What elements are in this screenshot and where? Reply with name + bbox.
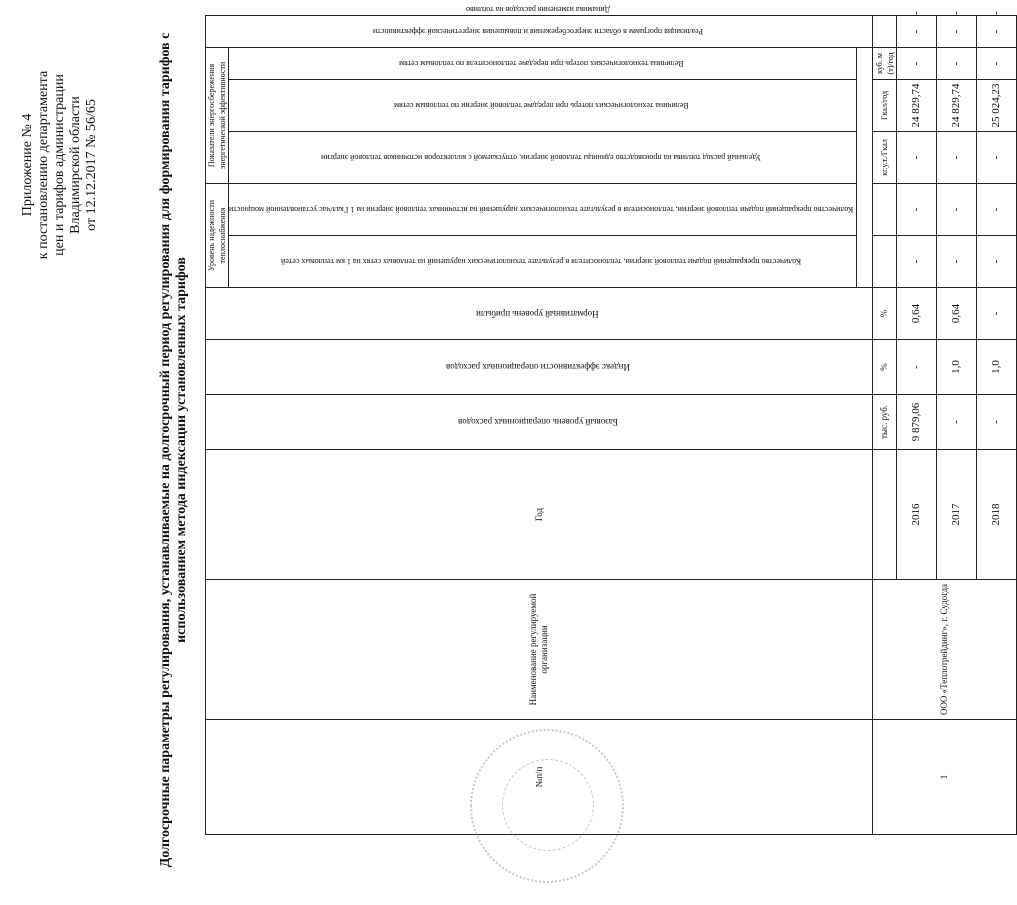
- parameters-table: №п/п Наименование регулируемой организации Год Базовый уровень операционных расходов Индекс эффективности операционных расходов Нормативный уровень прибыли Уровень надежности теплоснабжения Показатели энергосбережения энергетической эффективности Реализация программ в области энергосбережения и повышения энергетической эффективности Динамика изменения расходов на топливо Количество прекращений подачи тепловой энергии, теплоносителя в результате технологических нарушений на тепловых сетях на 1 км тепловых сетей Количество прекращений подачи тепловой энергии, теплоносителя в результате технологических нарушений на источниках тепловой энергии на 1 Гкал/час установленной мощности Удельный расход топлива на производство единицы тепловой энергии, отпускаемой с коллекторов источников тепловой энергии Величина технологических потерь при передаче тепловой энергии по тепловым сетям Величина технологических потерь при передаче теплоносителя по тепловым сетям 1 ООО «Теплотрейдинг», г. Судогда тыс. руб. % % кг.у.т./Гкал Гкал/год куб. м (т)/год 2016 9 879,06 - 0,64 - - - 24 829,74 - - - 2017 - 1,0 0,64 - - - 24 829,74 - - - 2018 - 1,0 - - - - 25 024,23 - - -: [205, 15, 1017, 835]
- appendix-line: от 12.12.2017 № 56/65: [84, 99, 99, 231]
- unit-program: [873, 15, 897, 47]
- cell-rel2: -: [937, 183, 977, 235]
- unit-rel1: [873, 235, 897, 287]
- seal-stamp: [470, 729, 624, 883]
- cell-en1: -: [977, 131, 1017, 183]
- unit-en2: Гкал/год: [873, 79, 897, 131]
- cell-profit: -: [977, 287, 1017, 339]
- unit-eff: %: [873, 339, 897, 394]
- cell-rel1: -: [897, 235, 937, 287]
- appendix-line: к постановлению департамента: [36, 70, 51, 260]
- header-en3: Величина технологических потерь при передаче теплоносителя по тепловым сетям: [229, 47, 857, 79]
- cell-program: -: [937, 15, 977, 47]
- row-org: ООО «Теплотрейдинг», г. Судогда: [873, 580, 1017, 720]
- cell-en1: -: [937, 131, 977, 183]
- cell-en3: -: [897, 47, 937, 79]
- header-org: Наименование регулируемой организации: [206, 580, 873, 720]
- cell-en3: -: [937, 47, 977, 79]
- cell-rel2: -: [897, 183, 937, 235]
- header-eff: Индекс эффективности операционных расходов: [206, 339, 873, 394]
- header-energy: Показатели энергосбережения энергетической эффективности: [206, 47, 229, 183]
- document-title: Долгосрочные параметры регулирования, устанавливаемые на долгосрочный период регулирования для формирования тарифов с использованием метода индексации установленных тарифов: [158, 32, 189, 868]
- cell-rel1: -: [977, 235, 1017, 287]
- cell-program: -: [897, 15, 937, 47]
- appendix-block: [20, 15, 100, 315]
- cell-eff: -: [897, 339, 937, 394]
- cell-profit: 0,64: [897, 287, 937, 339]
- unit-rel2: [873, 183, 897, 235]
- cell-year: 2016: [897, 449, 937, 579]
- cell-base: 9 879,06: [897, 394, 937, 449]
- appendix-line: Приложение № 4: [20, 113, 35, 217]
- cell-year: 2017: [937, 449, 977, 579]
- header-base: Базовый уровень операционных расходов: [206, 394, 873, 449]
- header-year: Год: [206, 449, 873, 579]
- header-rel2: Количество прекращений подачи тепловой энергии, теплоносителя в результате технологических нарушений на источниках тепловой энергии на 1 Гкал/час установленной мощности: [229, 183, 857, 235]
- cell-profit: 0,64: [937, 287, 977, 339]
- cell-eff: 1,0: [937, 339, 977, 394]
- cell-en1: -: [897, 131, 937, 183]
- cell-base: -: [977, 394, 1017, 449]
- cell-program: -: [977, 15, 1017, 47]
- unit-en1: кг.у.т./Гкал: [873, 131, 897, 183]
- cell-eff: 1,0: [977, 339, 1017, 394]
- header-profit: Нормативный уровень прибыли: [206, 287, 873, 339]
- cell-en2: 25 024,23: [977, 79, 1017, 131]
- appendix-line: Владимирской области: [68, 96, 83, 234]
- header-en1: Удельный расход топлива на производство единицы тепловой энергии, отпускаемой с коллекторов источников тепловой энергии: [229, 131, 857, 183]
- header-en2: Величина технологических потерь при передаче тепловой энергии по тепловым сетям: [229, 79, 857, 131]
- row-num: 1: [873, 720, 1017, 835]
- cell-en3: -: [977, 47, 1017, 79]
- cell-en2: 24 829,74: [897, 79, 937, 131]
- unit-en3: куб. м (т)/год: [873, 47, 897, 79]
- unit-profit: %: [873, 287, 897, 339]
- table-row: 2017 - 1,0 0,64 - - - 24 829,74 - - -: [937, 15, 977, 834]
- cell-rel1: -: [937, 235, 977, 287]
- cell-year: 2018: [977, 449, 1017, 579]
- cell-en2: 24 829,74: [937, 79, 977, 131]
- appendix-line: цен и тарифов администрации: [52, 74, 67, 256]
- unit-base: тыс. руб.: [873, 394, 897, 449]
- header-num: №п/п: [206, 720, 873, 835]
- cell-rel2: -: [977, 183, 1017, 235]
- header-rel1: Количество прекращений подачи тепловой энергии, теплоносителя в результате технологических нарушений на тепловых сетях на 1 км тепловых сетей: [229, 235, 857, 287]
- header-reliability: Уровень надежности теплоснабжения: [206, 183, 229, 287]
- table-row: 2018 - 1,0 - - - - 25 024,23 - - -: [977, 15, 1017, 834]
- cell-base: -: [937, 394, 977, 449]
- table-row: 2016 9 879,06 - 0,64 - - - 24 829,74 - - -: [897, 15, 937, 834]
- header-program: Реализация программ в области энергосбережения и повышения энергетической эффективности: [206, 15, 873, 47]
